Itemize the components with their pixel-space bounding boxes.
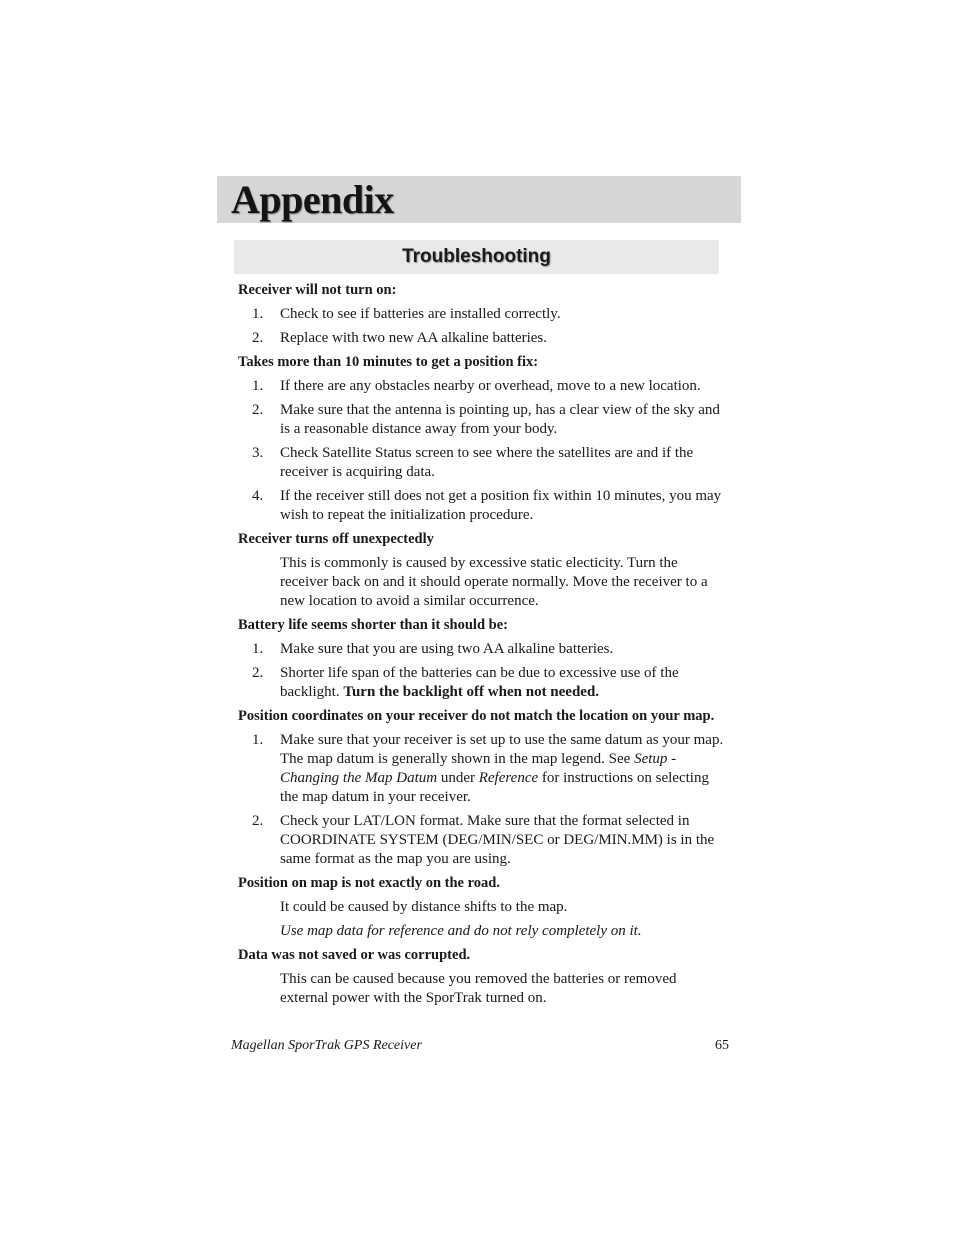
step-text: under <box>437 770 479 786</box>
step-number: 3. <box>252 445 264 461</box>
chapter-title: Appendix <box>231 177 394 222</box>
step-number: 2. <box>252 330 264 346</box>
steps-list <box>238 640 728 702</box>
reference-section: Reference <box>478 770 539 786</box>
step-item <box>238 664 728 702</box>
topic-data-not-saved <box>238 946 728 1008</box>
topic-receiver-will-not-turn-on <box>238 281 728 348</box>
topic-paragraph: This is commonly is caused by excessive static electicity. Turn the receiver back on and it should operate normally. Move the receiver to a new location to avoid a similar occurrence. <box>280 555 708 609</box>
topic-paragraph: It could be caused by distance shifts to the map. <box>280 899 568 915</box>
step-number: 4. <box>252 488 264 504</box>
footer-title: Magellan SporTrak GPS Receiver <box>231 1038 422 1053</box>
step-number: 1. <box>252 641 264 657</box>
step-number: 1. <box>252 306 264 322</box>
topic-paragraph: This can be caused because you removed the batteries or removed external power with the SporTrak turned on. <box>280 971 677 1006</box>
step-item <box>238 305 728 324</box>
section-header-bar <box>234 240 719 274</box>
section-title: Troubleshooting <box>402 246 551 267</box>
step-text: Check your LAT/LON format. Make sure that the format selected in COORDINATE SYSTEM (DEG/MIN/SEC or DEG/MIN.MM) is in the same format as the map you are using. <box>280 813 715 867</box>
reference-setup-datum: Setup - Changing the Map Datum <box>280 751 677 786</box>
step-number: 1. <box>252 378 264 394</box>
step-item <box>238 812 728 869</box>
step-item <box>238 487 728 525</box>
step-text: If the receiver still does not get a position fix within 10 minutes, you may wish to repeat the initialization procedure. <box>280 488 722 523</box>
step-emphasis: Turn the backlight off when not needed. <box>343 684 600 700</box>
step-number: 2. <box>252 813 264 829</box>
step-text: Check to see if batteries are installed correctly. <box>280 306 561 322</box>
step-text: Make sure that you are using two AA alkaline batteries. <box>280 641 614 657</box>
step-text: Replace with two new AA alkaline batteries. <box>280 330 548 346</box>
step-text: Make sure that the antenna is pointing up, has a clear view of the sky and is a reasonable distance away from your body. <box>280 402 720 437</box>
topic-battery-life <box>238 616 728 702</box>
steps-list <box>238 731 728 869</box>
page-number: 65 <box>715 1038 729 1053</box>
topic-coordinates-mismatch <box>238 707 728 869</box>
topic-heading: Takes more than 10 minutes to get a position fix: <box>238 354 539 370</box>
step-item <box>238 640 728 659</box>
step-text: for instructions on selecting the map datum in your receiver. <box>280 770 709 805</box>
step-item <box>238 401 728 439</box>
chapter-header-bar <box>217 176 741 223</box>
step-item <box>238 731 728 807</box>
steps-list <box>238 377 728 525</box>
topic-note: Use map data for reference and do not rely completely on it. <box>280 923 642 939</box>
topic-heading: Position on map is not exactly on the road. <box>238 875 500 891</box>
topic-map-road-offset <box>238 874 728 941</box>
step-item <box>238 377 728 396</box>
troubleshooting-content <box>238 281 728 1013</box>
topic-heading: Receiver will not turn on: <box>238 282 397 298</box>
step-text: Make sure that your receiver is set up to use the same datum as your map. The map datum is generally shown in the map legend. See <box>280 732 724 767</box>
topic-heading: Data was not saved or was corrupted. <box>238 947 471 963</box>
step-text: Shorter life span of the batteries can be due to excessive use of the backlight. <box>280 665 679 700</box>
topic-turns-off-unexpectedly <box>238 530 728 611</box>
topic-heading: Receiver turns off unexpectedly <box>238 531 434 547</box>
step-number: 2. <box>252 402 264 418</box>
topic-heading: Position coordinates on your receiver do not match the location on your map. <box>238 708 715 724</box>
steps-list <box>238 305 728 348</box>
topic-heading: Battery life seems shorter than it should be: <box>238 617 508 633</box>
step-text: Check Satellite Status screen to see where the satellites are and if the receiver is acquiring data. <box>280 445 694 480</box>
step-text: If there are any obstacles nearby or overhead, move to a new location. <box>280 378 701 394</box>
step-item <box>238 444 728 482</box>
step-item <box>238 329 728 348</box>
step-number: 2. <box>252 665 264 681</box>
step-number: 1. <box>252 732 264 748</box>
topic-position-fix <box>238 353 728 525</box>
